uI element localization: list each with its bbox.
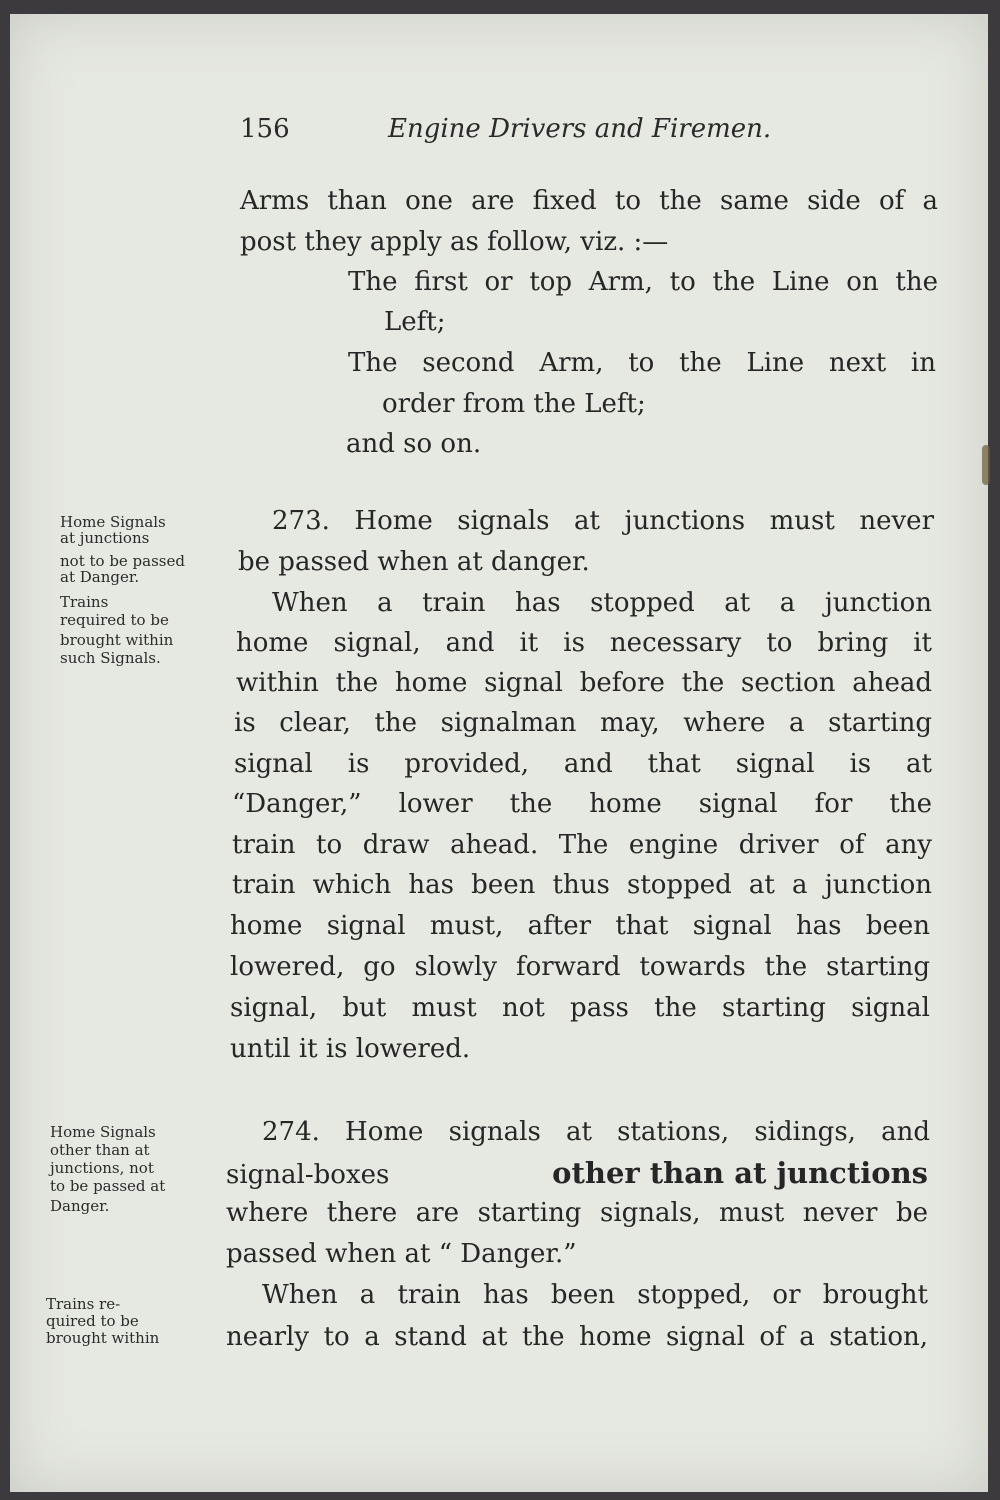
text-line: nearly to a stand at the home signal of a station, [226,1322,928,1352]
margin-note-line: Trains re- [46,1295,121,1313]
text-line: “Danger,” lower the home signal for the [232,789,932,819]
text-line: home signal must, after that signal has been [230,911,930,941]
text-line: 273. Home signals at junctions must never [272,506,934,536]
text-line: Left; [384,307,446,337]
text-line: home signal, and it is necessary to bring it [236,628,932,658]
text-line: Arms than one are fixed to the same side of a [240,186,938,216]
text-line: When a train has stopped at a junction [272,588,932,618]
text-line: be passed when at danger. [238,547,590,577]
text-line: where there are starting signals, must never be [226,1198,928,1228]
text-line: The first or top Arm, to the Line on the [348,267,938,297]
margin-note-line: at Danger. [60,568,140,586]
margin-note-line: brought within [46,1329,160,1347]
book-page [10,14,988,1492]
margin-note-line: not to be passed [60,552,185,570]
text-segment: signal-boxes [226,1160,390,1190]
text-line: The second Arm, to the Line next in [348,348,936,378]
margin-note-line: Trains [60,593,109,611]
text-line [226,1156,928,1190]
text-line: order from the Left; [382,389,646,419]
page-edge-blemish [982,445,990,485]
text-line: signal, but must not pass the starting signal [230,993,930,1023]
text-line: lowered, go slowly forward towards the starting [230,952,930,982]
text-line: post they apply as follow, viz. :— [240,227,669,257]
text-line: within the home signal before the section ahead [236,668,932,698]
page-header [240,114,940,154]
margin-note-line: other than at [50,1141,150,1159]
margin-note-line: at junctions [60,529,150,547]
text-line: train to draw ahead. The engine driver of any [232,830,932,860]
margin-note-line: quired to be [46,1312,139,1330]
running-title: Engine Drivers and Firemen. [388,114,772,144]
margin-note-line: brought within [60,631,174,649]
text-line: passed when at “ Danger.” [226,1239,577,1269]
text-line: 274. Home signals at stations, sidings, and [262,1117,930,1147]
text-line: signal is provided, and that signal is at [234,749,932,779]
text-line: until it is lowered. [230,1034,471,1064]
emphasis-text: other than at junctions [552,1156,928,1190]
text-line: is clear, the signalman may, where a starting [234,708,932,738]
text-line: train which has been thus stopped at a junction [232,870,932,900]
margin-note-line: to be passed at [50,1177,166,1195]
margin-note-line: Danger. [50,1197,110,1215]
text-line: and so on. [346,429,482,459]
margin-note-line: such Signals. [60,649,161,667]
text-line: When a train has been stopped, or brought [262,1280,928,1310]
margin-note-line: required to be [60,611,169,629]
margin-note-line: Home Signals [60,513,166,531]
margin-note-line: Home Signals [50,1123,156,1141]
margin-note-line: junctions, not [50,1159,154,1177]
page-number: 156 [240,114,290,144]
